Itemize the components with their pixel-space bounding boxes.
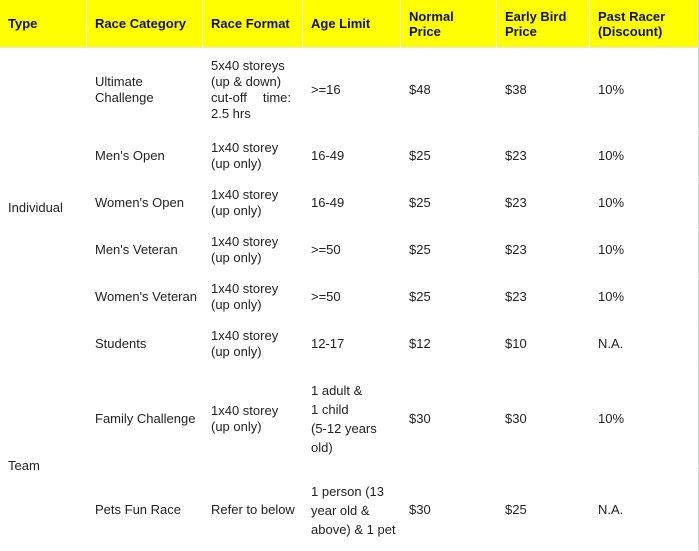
header-race-category: Race Category: [87, 0, 203, 48]
row-age-mens-veteran: >=50: [303, 227, 401, 274]
row-past-discount-mens-open: 10%: [590, 133, 699, 180]
row-age-womens-open: 16-49: [303, 180, 401, 227]
row-early-price-womens-veteran: $23: [497, 274, 590, 321]
format-line: time:: [262, 90, 291, 105]
row-format-mens-veteran: 1x40 storey (up only): [203, 227, 303, 274]
row-category-mens-open: Men's Open: [87, 133, 203, 180]
row-age-womens-veteran: >=50: [303, 274, 401, 321]
row-format-pets-fun-race: Refer to below: [203, 470, 303, 551]
row-normal-price-mens-open: $25: [401, 133, 497, 180]
row-normal-price-mens-veteran: $25: [401, 227, 497, 274]
row-age-mens-open: 16-49: [303, 133, 401, 180]
header-age-limit: Age Limit: [303, 0, 401, 48]
header-past-racer-discount: Past Racer (Discount): [590, 0, 699, 48]
row-normal-price-ultimate-challenge: $48: [401, 48, 497, 133]
header-type: Type: [0, 0, 87, 48]
row-past-discount-family-challenge: 10%: [590, 368, 699, 470]
row-past-discount-ultimate-challenge: 10%: [590, 48, 699, 133]
type-individual: Individual: [0, 48, 87, 368]
row-past-discount-womens-veteran: 10%: [590, 274, 699, 321]
format-line: (up & down): [211, 74, 282, 89]
row-normal-price-students: $12: [401, 321, 497, 368]
format-line: 5x40 storeys: [211, 58, 285, 73]
row-early-price-mens-open: $23: [497, 133, 590, 180]
row-early-price-ultimate-challenge: $38: [497, 48, 590, 133]
row-category-mens-veteran: Men's Veteran: [87, 227, 203, 274]
row-normal-price-family-challenge: $30: [401, 368, 497, 470]
row-category-ultimate-challenge: Ultimate Challenge: [87, 48, 203, 133]
header-race-format: Race Format: [203, 0, 303, 48]
row-format-mens-open: 1x40 storey (up only): [203, 133, 303, 180]
row-past-discount-mens-veteran: 10%: [590, 227, 699, 274]
row-past-discount-pets-fun-race: N.A.: [590, 470, 699, 551]
format-line: 2.5 hrs: [211, 106, 251, 121]
row-category-womens-veteran: Women's Veteran: [87, 274, 203, 321]
row-early-price-mens-veteran: $23: [497, 227, 590, 274]
type-team: Team: [0, 368, 87, 551]
row-category-students: Students: [87, 321, 203, 368]
row-past-discount-womens-open: 10%: [590, 180, 699, 227]
row-early-price-family-challenge: $30: [497, 368, 590, 470]
row-normal-price-womens-veteran: $25: [401, 274, 497, 321]
row-category-family-challenge: Family Challenge: [87, 368, 203, 470]
row-format-ultimate-challenge: [203, 48, 303, 133]
row-age-students: 12-17: [303, 321, 401, 368]
row-age-pets-fun-race: 1 person (13 year old & above) & 1 pet: [303, 470, 401, 551]
row-category-womens-open: Women's Open: [87, 180, 203, 227]
row-category-pets-fun-race: Pets Fun Race: [87, 470, 203, 551]
header-normal-price: Normal Price: [401, 0, 497, 48]
row-age-ultimate-challenge: >=16: [303, 48, 401, 133]
row-normal-price-womens-open: $25: [401, 180, 497, 227]
row-normal-price-pets-fun-race: $30: [401, 470, 497, 551]
header-early-bird-price: Early Bird Price: [497, 0, 590, 48]
row-past-discount-students: N.A.: [590, 321, 699, 368]
row-format-students: 1x40 storey (up only): [203, 321, 303, 368]
row-format-family-challenge: 1x40 storey (up only): [203, 368, 303, 470]
row-format-womens-veteran: 1x40 storey (up only): [203, 274, 303, 321]
row-age-family-challenge: 1 adult & 1 child (5-12 years old): [303, 368, 401, 470]
row-early-price-womens-open: $23: [497, 180, 590, 227]
row-early-price-pets-fun-race: $25: [497, 470, 590, 551]
row-early-price-students: $10: [497, 321, 590, 368]
format-line: cut-off: [211, 90, 247, 105]
row-format-womens-open: 1x40 storey (up only): [203, 180, 303, 227]
